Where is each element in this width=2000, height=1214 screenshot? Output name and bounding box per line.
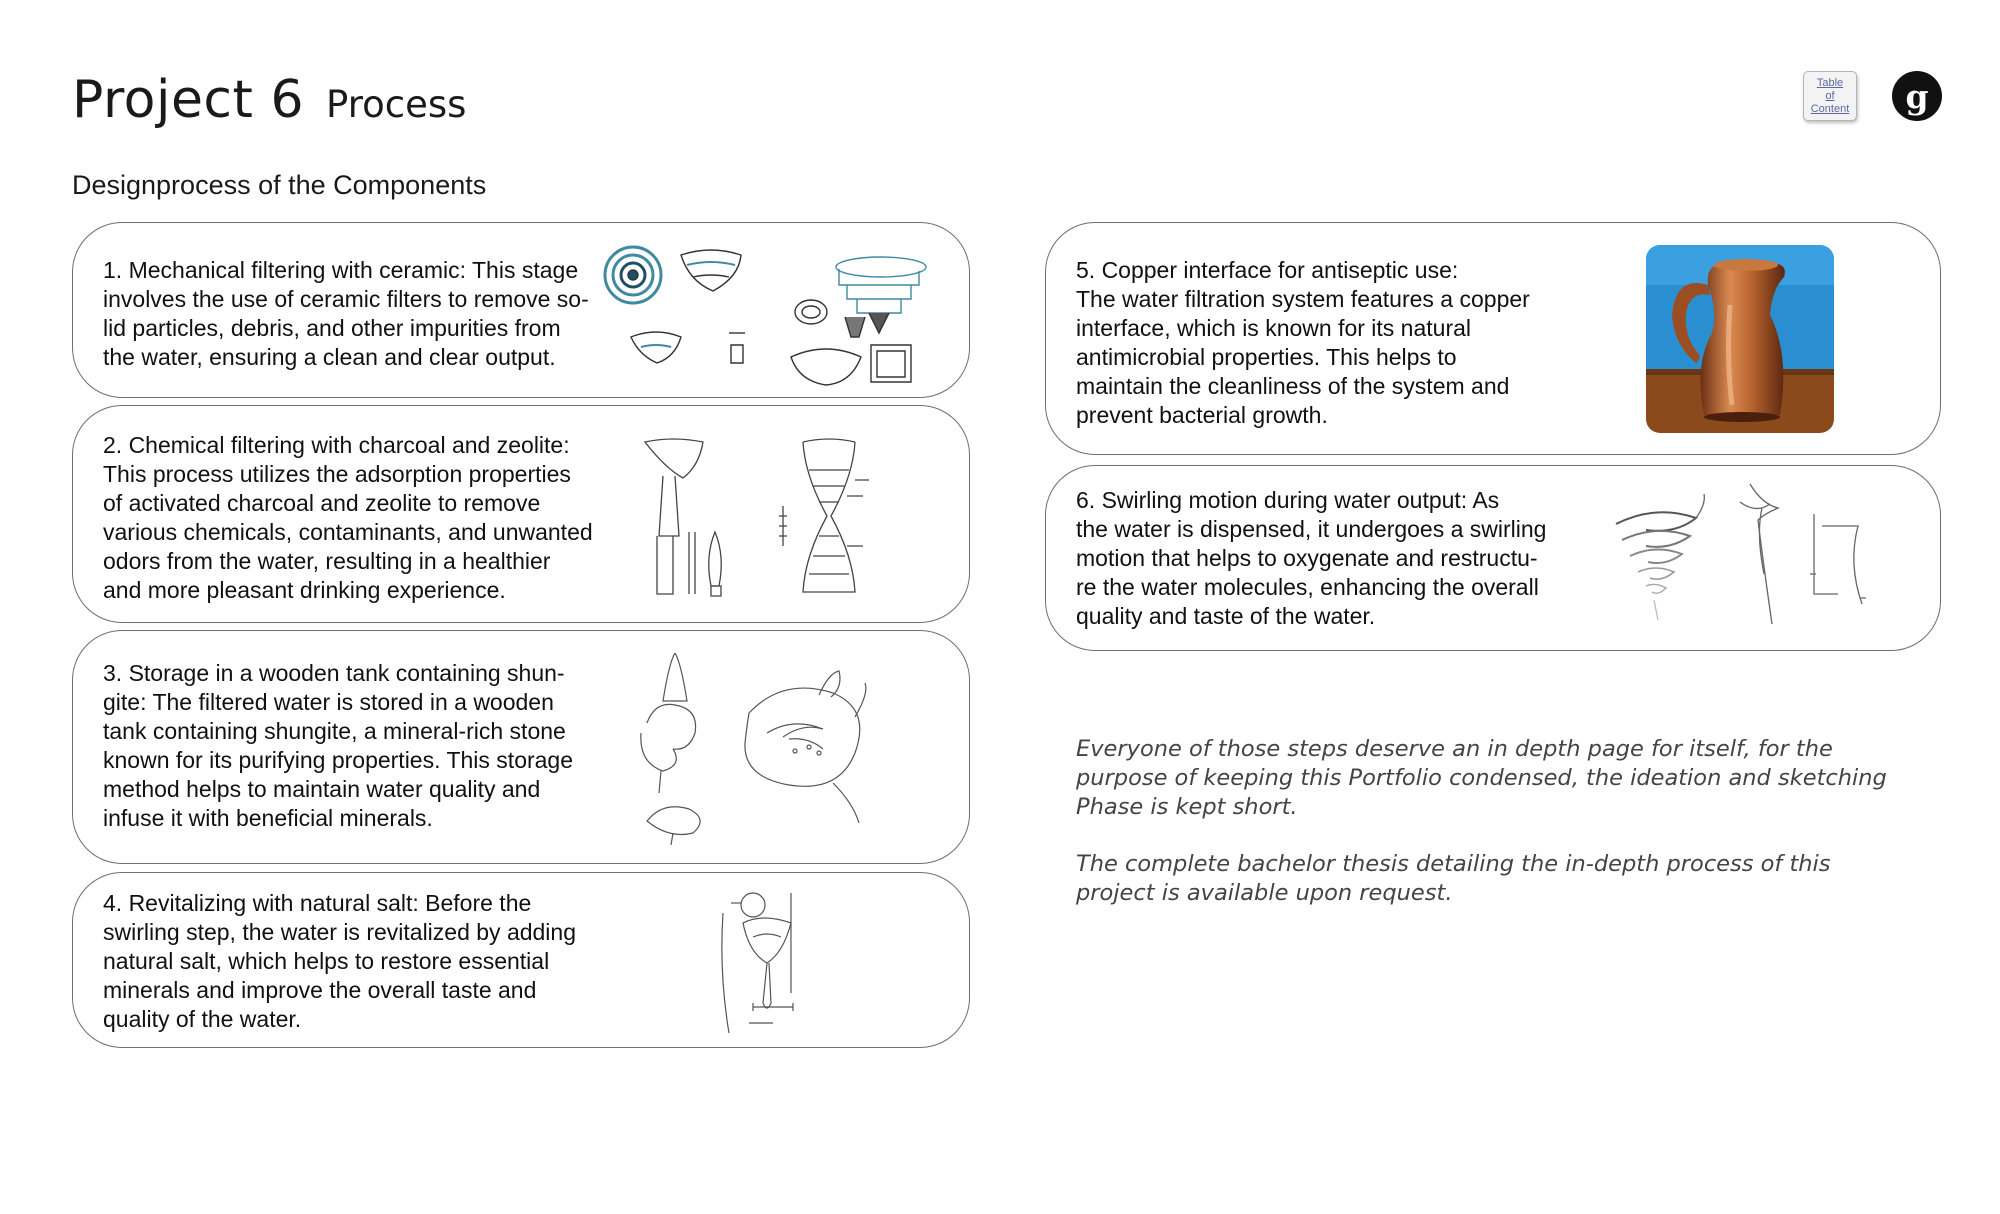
section-title: Designprocess of the Components [72, 170, 487, 200]
card-line: quality of the water. [103, 1006, 302, 1032]
card-line: 6. Swirling motion during water output: As [1076, 487, 1500, 513]
card-line: of activated charcoal and zeolite to remove [103, 490, 541, 516]
process-card-1 [72, 222, 970, 398]
ceramic-filter-sketches [601, 237, 941, 387]
process-card-4 [72, 872, 970, 1048]
card-line: This process utilizes the adsorption properties [103, 461, 571, 487]
card-line: minerals and improve the overall taste and [103, 977, 537, 1003]
note-line: project is available upon request. [1076, 880, 1453, 906]
card-line: re the water molecules, enhancing the overall [1076, 574, 1539, 600]
card-text [103, 431, 593, 605]
note-line: Everyone of those steps deserve an in depth page for itself, for the [1076, 736, 1833, 762]
card-line: maintain the cleanliness of the system and [1076, 373, 1510, 399]
card-text [103, 659, 573, 833]
process-card-3 [72, 630, 970, 864]
card-line: The water filtration system features a copper [1076, 286, 1530, 312]
water-swirl-sketches [1586, 474, 1896, 639]
card-line: 4. Revitalizing with natural salt: Before the [103, 890, 532, 916]
card-line: lid particles, debris, and other impurities from [103, 315, 561, 341]
card-text [1076, 256, 1530, 430]
card-line: 5. Copper interface for antiseptic use: [1076, 257, 1459, 283]
page-subtitle: Process [326, 83, 467, 126]
card-line: known for its purifying properties. This storage [103, 747, 574, 773]
card-line: odors from the water, resulting in a healthier [103, 548, 551, 574]
card-line: involves the use of ceramic filters to remove so- [103, 286, 589, 312]
card-line: antimicrobial properties. This helps to [1076, 344, 1457, 370]
page-title: Project 6 [72, 70, 305, 130]
process-card-5 [1045, 222, 1941, 455]
note-line: The complete bachelor thesis detailing the in-depth process of this [1076, 851, 1831, 877]
wooden-tank-sketches [633, 653, 893, 848]
card-line: 3. Storage in a wooden tank containing shun- [103, 660, 565, 686]
brand-logo [1892, 71, 1942, 121]
process-card-6 [1045, 465, 1941, 651]
note-line: purpose of keeping this Portfolio condensed, the ideation and sketching [1076, 765, 1887, 791]
note-line: Phase is kept short. [1076, 794, 1298, 820]
card-line: swirling step, the water is revitalized by adding [103, 919, 577, 945]
card-line: the water, ensuring a clean and clear output. [103, 344, 556, 370]
salt-revitalizer-sketch [713, 883, 833, 1043]
card-line: gite: The filtered water is stored in a wooden [103, 689, 554, 715]
card-line: interface, which is known for its natural [1076, 315, 1472, 341]
copper-pitcher-photo [1646, 245, 1834, 433]
card-line: prevent bacterial growth. [1076, 402, 1328, 428]
card-line: various chemicals, contaminants, and unwanted [103, 519, 593, 545]
card-line: and more pleasant drinking experience. [103, 577, 506, 603]
card-line: the water is dispensed, it undergoes a swirling [1076, 516, 1547, 542]
card-line: method helps to maintain water quality and [103, 776, 541, 802]
toc-label-line: Table [1816, 76, 1844, 89]
card-line: infuse it with beneficial minerals. [103, 805, 433, 831]
card-line: quality and taste of the water. [1076, 603, 1376, 629]
card-line: tank containing shungite, a mineral-rich stone [103, 718, 566, 744]
charcoal-zeolite-sketches [633, 436, 893, 601]
process-card-2 [72, 405, 970, 623]
logo-glyph: g [1905, 76, 1929, 116]
process-note-2 [1076, 850, 1916, 908]
toc-label-line: of [1825, 89, 1835, 102]
process-note-1 [1076, 735, 1916, 822]
card-line: motion that helps to oxygenate and restructu- [1076, 545, 1538, 571]
toc-label-line: Content [1810, 102, 1850, 115]
card-line: natural salt, which helps to restore essential [103, 948, 550, 974]
page-header [72, 70, 466, 130]
table-of-content-button[interactable] [1803, 71, 1857, 121]
card-text [103, 256, 589, 372]
card-text [1076, 486, 1546, 631]
card-line: 1. Mechanical filtering with ceramic: This stage [103, 257, 579, 283]
card-line: 2. Chemical filtering with charcoal and zeolite: [103, 432, 570, 458]
card-text [103, 889, 576, 1034]
